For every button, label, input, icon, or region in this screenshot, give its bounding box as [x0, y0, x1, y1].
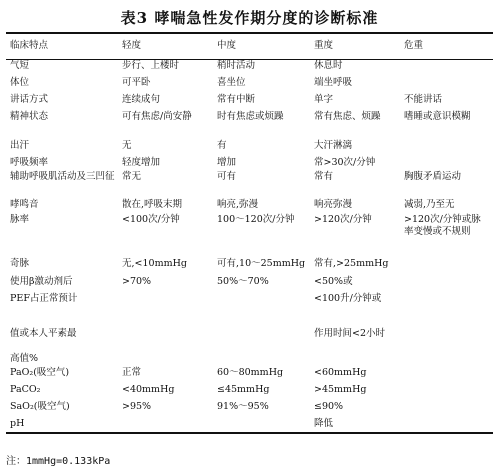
row-label-cell: 出汗: [10, 139, 30, 151]
table-body: [6, 60, 493, 432]
row-label-cell: 哮鸣音: [10, 198, 39, 210]
table-cell: >120次/分钟: [314, 213, 372, 225]
table-cell: >70%: [122, 275, 152, 287]
header-row: [6, 34, 493, 60]
table-cell: [118, 293, 213, 328]
table-cell: 常有,>25mmHg: [314, 257, 389, 269]
table-row: [6, 94, 493, 111]
table-cell: 单字: [314, 93, 334, 105]
table-row: [6, 353, 493, 367]
row-label-cell: PaO₂(吸空气): [10, 366, 70, 378]
table-cell: 轻度增加: [122, 156, 161, 168]
table-cell: 可有,10～25mmHg: [217, 257, 306, 269]
table-cell: 增加: [217, 156, 237, 168]
table-row: [6, 214, 493, 258]
table-cell: 降低: [314, 417, 334, 429]
table-cell: <100次/分钟: [122, 213, 180, 225]
table-cell: [400, 157, 493, 171]
table-cell: ≤90%: [314, 400, 344, 412]
table-row: [6, 111, 493, 140]
table-row: [6, 60, 493, 77]
table-cell: 减弱,乃至无: [404, 198, 455, 210]
table-cell: >45mmHg: [314, 383, 367, 395]
row-label-cell: 奇脉: [10, 257, 30, 269]
table-cell: [400, 276, 493, 293]
row-label-cell: pH: [10, 417, 25, 429]
table-cell: 50%～70%: [217, 275, 269, 287]
table-row: [6, 157, 493, 171]
row-label-cell: 讲话方式: [10, 93, 49, 105]
table-row: [6, 77, 493, 94]
table-cell: [118, 418, 213, 432]
table-cell: [400, 140, 493, 157]
table-cell: 步行、上楼时: [122, 60, 180, 71]
table-cell: [400, 401, 493, 418]
table-cell: [400, 384, 493, 401]
table-cell: 100～120次/分钟: [217, 213, 295, 225]
row-label-cell: PaCO₂: [10, 383, 41, 395]
table-cell: 时有焦虑或烦躁: [217, 110, 284, 122]
table-row: [6, 140, 493, 157]
table-cell: [213, 353, 310, 367]
table-cell: >95%: [122, 400, 152, 412]
row-label-cell: 呼吸频率: [10, 156, 49, 168]
diagnosis-table: [6, 34, 493, 432]
table-cell: 无: [122, 139, 132, 151]
table-cell: [400, 258, 493, 276]
table-cell: [400, 367, 493, 384]
header-cell: 轻度: [122, 40, 142, 52]
table-cell: [213, 293, 310, 328]
table-cell: 可平卧: [122, 76, 151, 88]
row-label-cell: 值或本人平素最: [10, 327, 77, 339]
table-cell: 常有中断: [217, 93, 256, 105]
row-label-cell: PEF占正常预计: [10, 292, 78, 304]
table-cell: [400, 328, 493, 353]
table-row: [6, 401, 493, 418]
table-cell: 端坐呼吸: [314, 76, 353, 88]
table-cell: <100升/分钟或: [314, 292, 382, 304]
table-cell: 嗜睡或意识模糊: [404, 110, 471, 122]
row-label-cell: 体位: [10, 76, 30, 88]
table-cell: ≤45mmHg: [217, 383, 270, 395]
table-cell: 稍时活动: [217, 60, 256, 71]
header-cell: 中度: [217, 40, 237, 52]
table-row: [6, 367, 493, 384]
table-cell: 可有焦虑/尚安静: [122, 110, 192, 122]
table-cell: 91%～95%: [217, 400, 269, 412]
row-label-cell: 脉率: [10, 213, 30, 225]
table-cell: [213, 328, 310, 353]
table-cell: 响亮弥漫: [314, 198, 353, 210]
table-row: [6, 293, 493, 328]
table-cell: 常>30次/分钟: [314, 156, 376, 168]
row-label-cell: 气短: [10, 60, 30, 71]
table-cell: [213, 418, 310, 432]
table-row: [6, 418, 493, 432]
table-row: [6, 328, 493, 353]
footnote: 注：1mmHg=0.133kPa: [6, 456, 111, 467]
table-cell: 作用时间<2小时: [314, 327, 386, 339]
row-label-cell: 精神状态: [10, 110, 49, 122]
table-cell: 60～80mmHg: [217, 366, 284, 378]
table-cell: 不能讲话: [404, 93, 443, 105]
row-label-cell: 使用β激动剂后: [10, 275, 73, 287]
table-cell: [118, 328, 213, 353]
table-row: [6, 199, 493, 214]
row-label-cell: 辅助呼吸肌活动及三凹征: [10, 170, 115, 182]
table-cell: [400, 418, 493, 432]
table-cell: 胸腹矛盾运动: [404, 170, 462, 182]
header-cell: 重度: [314, 40, 334, 52]
table-cell: 喜坐位: [217, 76, 246, 88]
row-label-cell: SaO₂(吸空气): [10, 400, 70, 412]
table-cell: 响亮,弥漫: [217, 198, 259, 210]
table-cell: 无,<10mmHg: [122, 257, 187, 269]
table-title: 表3 哮喘急性发作期分度的诊断标准: [120, 9, 379, 27]
table-cell: [400, 353, 493, 367]
table-cell: 常有焦虑、烦躁: [314, 110, 381, 122]
table-cell: [118, 353, 213, 367]
row-label-cell: 高值%: [10, 352, 39, 364]
table-cell: 可有: [217, 170, 237, 182]
bottom-rule: [6, 432, 493, 434]
table-row: [6, 384, 493, 401]
table-cell: [310, 353, 400, 367]
table-cell: 休息时: [314, 60, 343, 71]
table-row: [6, 276, 493, 293]
table-cell: 常有: [314, 170, 334, 182]
table-cell: <50%或: [314, 275, 353, 287]
table-cell: [400, 77, 493, 94]
table-cell: 常无: [122, 170, 142, 182]
table-row: [6, 171, 493, 199]
table-cell: 有: [217, 139, 227, 151]
header-cell: 危重: [404, 40, 424, 52]
table-cell: [400, 60, 493, 77]
table-cell: 散在,呼吸末期: [122, 198, 183, 210]
table-cell: [400, 293, 493, 328]
table-cell: 连续成句: [122, 93, 161, 105]
table-row: [6, 258, 493, 276]
table-cell: 大汗淋漓: [314, 139, 353, 151]
table-cell: <60mmHg: [314, 366, 367, 378]
header-cell: 临床特点: [10, 40, 49, 52]
table-cell: <40mmHg: [122, 383, 175, 395]
table-cell: >120次/分钟或脉率变慢或不规则: [404, 213, 481, 237]
table-cell: 正常: [122, 366, 142, 378]
